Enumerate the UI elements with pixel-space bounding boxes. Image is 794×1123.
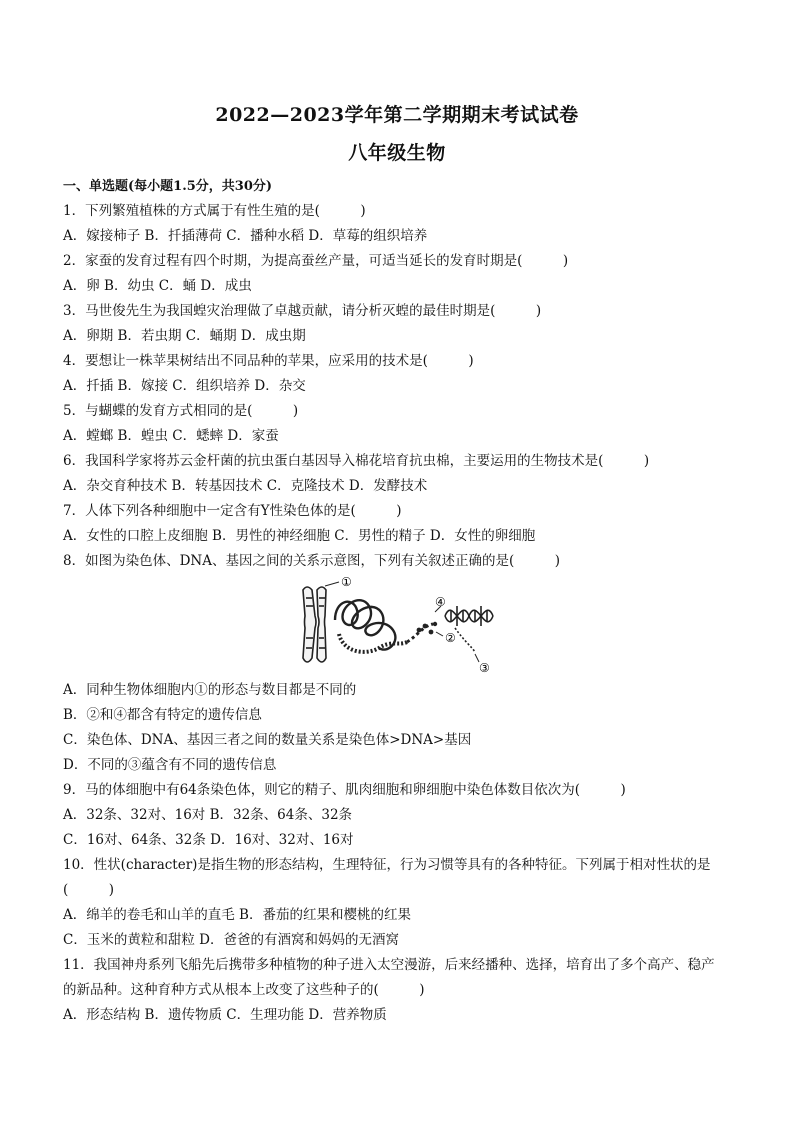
question-6-stem: 6．我国科学家将苏云金杆菌的抗虫蛋白基因导入棉花培育抗虫棉，主要运用的生物技术是( ) <box>63 453 650 469</box>
question-10-stem-cont: ( ) <box>63 882 115 898</box>
question-8-option-b: B．②和④都含有特定的遗传信息 <box>63 707 262 723</box>
chromatin-coil <box>335 600 433 652</box>
dna-double-helix <box>445 606 493 652</box>
question-8-option-a: A．同种生物体细胞内①的形态与数目都是不同的 <box>63 682 357 698</box>
figure-label-2: ② <box>445 631 456 645</box>
figure-label-1: ① <box>341 576 352 589</box>
question-9-stem: 9．马的体细胞中有64条染色体，则它的精子、肌肉细胞和卵细胞中染色体数目依次为( ) <box>63 782 626 798</box>
question-11-stem-cont: 的新品种。这种育种方式从根本上改变了这些种子的( ) <box>63 982 425 998</box>
exam-content <box>63 174 743 1028</box>
question-10-options-cd: C．玉米的黄粒和甜粒 D．爸爸的有酒窝和妈妈的无酒窝 <box>63 932 399 948</box>
question-1-stem: 1．下列繁殖植株的方式属于有性生殖的是( ) <box>63 203 366 219</box>
question-7-options: A．女性的口腔上皮细胞 B．男性的神经细胞 C．男性的精子 D．女性的卵细胞 <box>63 528 536 544</box>
question-4-stem: 4．要想让一株苹果树结出不同品种的苹果，应采用的技术是( ) <box>63 353 474 369</box>
section-heading: 一、单选题(每小题1.5分，共30分) <box>63 179 273 194</box>
question-9-options-cd: C．16对、64条、32条 D．16对、32对、16对 <box>63 832 354 848</box>
figure-label-3: ③ <box>479 661 490 675</box>
label-leaders <box>325 582 479 662</box>
question-4-options: A．扦插 B．嫁接 C．组织培养 D．杂交 <box>63 378 306 394</box>
question-1-options: A．嫁接柿子 B．扦插薄荷 C．播种水稻 D．草莓的组织培养 <box>63 228 428 244</box>
figure-label-4: ④ <box>435 595 446 609</box>
question-3-stem: 3．马世俊先生为我国蝗灾治理做了卓越贡献，请分析灭蝗的最佳时期是( ) <box>63 303 542 319</box>
question-11-options: A．形态结构 B．遗传物质 C．生理功能 D．营养物质 <box>63 1007 387 1023</box>
question-8-option-d: D．不同的③蕴含有不同的遗传信息 <box>63 757 277 773</box>
exam-subtitle: 八年级生物 <box>348 142 446 164</box>
question-3-options: A．卵期 B．若虫期 C．蛹期 D．成虫期 <box>63 328 306 344</box>
question-11-stem: 11．我国神舟系列飞船先后携带多种植物的种子进入太空漫游，后来经播种、选择，培育出了多个高产、稳产 <box>63 957 715 973</box>
question-2-options: A．卵 B．幼虫 C．蛹 D．成虫 <box>63 278 252 294</box>
chromosome-diagram <box>295 576 505 676</box>
question-8-stem: 8．如图为染色体、DNA、基因之间的关系示意图，下列有关叙述正确的是( ) <box>63 553 561 569</box>
question-6-options: A．杂交育种技术 B．转基因技术 C．克隆技术 D．发酵技术 <box>63 478 428 494</box>
question-5-options: A．螳螂 B．蝗虫 C．蟋蟀 D．家蚕 <box>63 428 279 444</box>
question-9-options-ab: A．32条、32对、16对 B．32条、64条、32条 <box>63 807 353 823</box>
question-10-options-ab: A．绵羊的卷毛和山羊的直毛 B．番茄的红果和樱桃的红果 <box>63 907 411 923</box>
nucleosome-beads <box>417 622 438 635</box>
question-2-stem: 2．家蚕的发育过程有四个时期，为提高蚕丝产量，可适当延长的发育时期是( ) <box>63 253 569 269</box>
question-7-stem: 7．人体下列各种细胞中一定含有Y性染色体的是( ) <box>63 503 402 519</box>
question-8-option-c: C．染色体、DNA、基因三者之间的数量关系是染色体>DNA>基因 <box>63 732 472 748</box>
chromosome-dna-gene-figure <box>63 574 743 678</box>
exam-title: 2022—2023学年第二学期期末考试试卷 <box>215 104 579 126</box>
chromosome-shape <box>303 587 326 662</box>
question-10-stem: 10．性状(character)是指生物的形态结构，生理特征，行为习惯等具有的各种特征。下列属于相对性状的是 <box>63 857 711 873</box>
question-5-stem: 5．与蝴蝶的发育方式相同的是( ) <box>63 403 299 419</box>
